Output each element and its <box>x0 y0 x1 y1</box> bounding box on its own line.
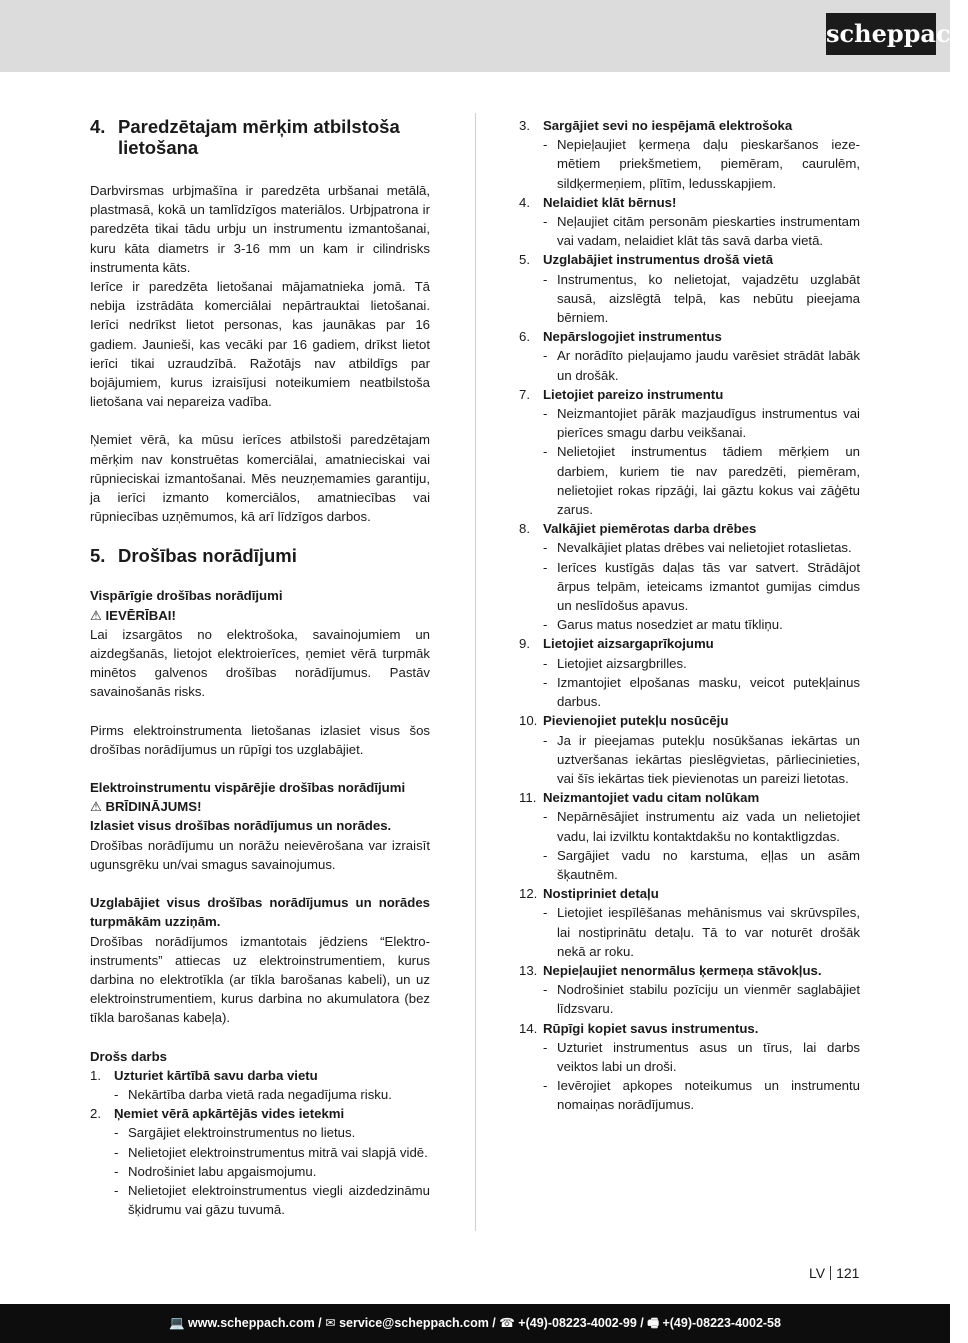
numbered-item <box>90 1066 430 1085</box>
header-bar <box>0 0 968 72</box>
subpoint-text: Nodrošiniet stabilu pozīciju un vienmēr saglabājiet līdzsvaru. <box>557 982 860 1017</box>
item-number: 3. <box>519 118 530 133</box>
item-title: Rūpīgi kopiet savus instrumentus. <box>543 1020 759 1036</box>
warning-label: ⚠ BRĪDINĀJUMS! <box>90 797 430 816</box>
subpoint-text: Instrumentus, ko nelietojat, vajadzētu uzglabāt sausā, aizslēgtā telpā, kas nebūtu pieejama bērniem. <box>557 271 860 326</box>
item-number: 11. <box>519 790 537 806</box>
dash-bullet: - <box>543 847 548 863</box>
item-subpoint <box>519 558 860 616</box>
footer-contact-bar: 💻 www.scheppach.com / ✉ service@scheppach.com / ☎ +(49)-08223-4002-99 / 🖷 +(49)-08223-4002-58 <box>0 1304 950 1343</box>
item-number: 13. <box>519 962 538 978</box>
left-column <box>90 116 430 1219</box>
dash-bullet: - <box>543 655 548 671</box>
item-title: Nostipriniet detaļu <box>543 886 659 902</box>
dash-bullet: - <box>114 1144 119 1160</box>
dash-bullet: - <box>543 1078 548 1094</box>
item-number: 4. <box>519 194 530 210</box>
item-number: 1. <box>90 1067 101 1083</box>
item-title: Sargājiet sevi no iespējamā elektrošoka <box>543 118 793 133</box>
keep-instructions-text: Drošības norādījumos izmantotais jēdziens “Elektroinstruments” attiecas uz elektroinstrumentiem, kurus darbina no elektrotīkla (ar tīkla barošanas kabeli), un uz elektroinstrumentiem, kurus darbina no akumulatora (bez tīkla barošanas kabeļa). <box>90 933 430 1026</box>
item-number: 8. <box>519 521 530 537</box>
dash-bullet: - <box>543 348 548 364</box>
dash-bullet: - <box>543 732 548 748</box>
subpoint-text: Nekārtība darba vietā rada negadījuma risku. <box>128 1086 392 1102</box>
power-tool-safety-heading: Elektroinstrumentu vispārējie drošības norādījumi <box>90 780 406 796</box>
general-safety-heading: Vispārīgie drošības norādījumi <box>90 588 283 604</box>
dash-bullet: - <box>543 540 548 556</box>
item-subpoint <box>519 807 860 845</box>
item-subpoint <box>519 654 860 673</box>
dash-bullet: - <box>543 809 548 825</box>
numbered-item <box>519 711 860 730</box>
subpoint-text: Nodrošiniet labu apgaismojumu. <box>128 1163 317 1179</box>
item-subpoint <box>519 980 860 1018</box>
safe-work-heading: Drošs darbs <box>90 1048 167 1064</box>
item-subpoint <box>519 1076 860 1114</box>
item-subpoint <box>519 442 860 519</box>
subpoint-text: Nepārnēsājiet instrumentu aiz vada un nelietojiet vadu, lai izvilktu kontaktdakšu no kontaktligzdas. <box>557 809 860 844</box>
dash-bullet: - <box>543 444 548 460</box>
subpoint-text: Lietojiet iespīlēšanas mehānismus vai skrūvspīles, lai nostiprinātu detaļu. Tā to var noturēt drošāk nekā ar roku. <box>557 905 860 959</box>
numbered-item <box>519 385 860 404</box>
section-4-heading: 4. Paredzētajam mērķim atbilstoša lietošana <box>90 116 400 158</box>
subpoint-text: Lietojiet aizsargbrilles. <box>557 655 687 671</box>
safe-work-list-left <box>90 1066 430 1220</box>
subpoint-text: Nevalkājiet platas drēbes vai nelietojiet rotaslietas. <box>557 540 852 556</box>
dash-bullet: - <box>543 982 548 998</box>
numbered-item <box>519 961 860 980</box>
dash-bullet: - <box>543 559 548 575</box>
section-4-paragraph: Ņemiet vērā, ka mūsu ierīces atbilstoši paredzētajam mērķim nav konstruētas komerciālai, amatnieciskai vai rūpnieciskai izmantošanai. Mēs neuzņemamies garantiju, ja ierīci izmanto komerciālos, amatniecības vai rūpniecības uzņēmumos, kā arī līdzīgos darbos. <box>90 432 430 525</box>
subpoint-text: Nepieļaujiet ķermeņa daļu pieskaršanos iezemētiem priekšmetiem, piemēram, caurulēm, sildķermeņiem, plītīm, ledusskapjiem. <box>557 137 860 191</box>
subpoint-text: Izmantojiet elpošanas masku, veicot putekļainus darbus. <box>557 674 860 710</box>
item-subpoint <box>90 1143 430 1162</box>
numbered-item <box>519 193 860 212</box>
numbered-item <box>90 1104 430 1123</box>
subpoint-text: Garus matus nosedziet ar matu tīkliņu. <box>557 617 783 633</box>
page-number-separator <box>830 1266 831 1280</box>
item-subpoint <box>519 846 860 884</box>
dash-bullet: - <box>114 1163 119 1179</box>
subpoint-text: Nelietojiet elektroinstrumentus viegli aizdedzināmu šķidrumu vai gāzu tuvumā. <box>128 1182 430 1218</box>
item-subpoint <box>519 404 860 442</box>
item-number: 10. <box>519 713 538 729</box>
dash-bullet: - <box>543 674 548 690</box>
subpoint-text: Ierīces kustīgās daļas tās var satvert. Strādājot ārpus telpām, ieteicams izmantot gumijas cimdus un neslīdošus apavus. <box>557 559 860 614</box>
item-title: Lietojiet pareizo instrumentu <box>543 386 724 402</box>
item-number: 12. <box>519 886 538 902</box>
item-title: Valkājiet piemērotas darba drēbes <box>543 521 757 537</box>
section-5-heading: 5. Drošības norādījumi <box>90 545 297 567</box>
item-title: Uzglabājiet instrumentus drošā vietā <box>543 252 774 268</box>
item-subpoint <box>519 135 860 193</box>
item-subpoint <box>519 673 860 711</box>
numbered-item <box>519 327 860 346</box>
item-number: 5. <box>519 252 530 268</box>
page-number: LV 121 <box>809 1265 860 1281</box>
dash-bullet: - <box>543 617 548 633</box>
item-subpoint <box>519 538 860 557</box>
section-4-paragraph: Ierīce ir paredzēta lietošanai mājamatnieka jomā. Tā nebija izstrādāta komerciālai nepārtrauktai lietošanai. Ierīci nedrīkst lietot personas, kas jaunākas par 16 gadiem. Jaunieši, kas vecāki par 16 gadiem, drīkst lietot ierīci tikai uzraudzībā. Ražotājs nav atbildīgs par bojājumiem, kurus izraisījusi noteikumiem neatbilstoša lietošana vai nepareiza vadība. <box>90 279 430 410</box>
item-subpoint <box>519 903 860 961</box>
read-all-text: Drošības norādījumu un norāžu neievērošana var izraisīt ugunsgrēku un/vai smagus savainojumus. <box>90 837 430 872</box>
item-title: Nepārslogojiet instrumentus <box>543 329 722 345</box>
item-number: 14. <box>519 1020 538 1036</box>
item-subpoint <box>519 212 860 250</box>
item-number: 9. <box>519 636 530 652</box>
subpoint-text: Nelietojiet elektroinstrumentus mitrā vai slapjā vidē. <box>128 1144 428 1160</box>
numbered-item <box>519 788 860 807</box>
numbered-item <box>519 634 860 653</box>
item-subpoint <box>90 1162 430 1181</box>
item-subpoint <box>519 615 860 634</box>
attention-label: ⚠ IEVĒRĪBAI! <box>90 606 430 625</box>
item-title: Neizmantojiet vadu citam nolūkam <box>543 790 760 806</box>
subpoint-text: Uzturiet instrumentus asus un tīrus, lai darbs veiktos labi un droši. <box>557 1039 860 1074</box>
item-subpoint <box>519 731 860 789</box>
subpoint-text: Neizmantojiet pārāk mazjaudīgus instrumentus vai pierīces smagu darbu veikšanai. <box>557 406 860 441</box>
item-subpoint <box>90 1181 430 1219</box>
subpoint-text: Nelietojiet instrumentus tādiem mērķiem un darbiem, kuriem tie nav paredzēti, piemēram, nelietojiet rokas ripzāģi, lai gāztu kokus vai zāģētu zarus. <box>557 444 860 518</box>
item-subpoint <box>90 1085 430 1104</box>
subpoint-text: Sargājiet vadu no karstuma, eļļas un asām šķautnēm. <box>557 847 860 882</box>
general-safety-text: Lai izsargātos no elektrošoka, savainojumiem un aizdegšanās, lietojot elektroierīces, ņemiet vērā turpmāk minētos galvenos drošības norādījumus. Pastāv savainošanās risks. <box>90 626 430 700</box>
item-title: Uzturiet kārtībā savu darba vietu <box>114 1067 318 1083</box>
right-column <box>519 116 860 1115</box>
item-number: 6. <box>519 329 530 345</box>
column-divider <box>475 113 476 1231</box>
item-subpoint <box>519 346 860 384</box>
dash-bullet: - <box>543 905 548 921</box>
subpoint-text: Ievērojiet apkopes noteikumus un instrumentu nomaiņas norādījumus. <box>557 1078 860 1113</box>
item-subpoint <box>519 1038 860 1076</box>
subpoint-text: Ja ir pieejamas putekļu nosūkšanas iekārtas un uztveršanas iekārtas pieslēgvietas, pārliecinieties, vai šīs iekārtas tiek pievienotas un pareizi lietotas. <box>557 732 860 786</box>
safe-work-list-right <box>519 116 860 1115</box>
subpoint-text: Sargājiet elektroinstrumentus no lietus. <box>128 1125 356 1141</box>
item-title: Pievienojiet putekļu nosūcēju <box>543 713 729 729</box>
item-number: 2. <box>90 1106 101 1122</box>
dash-bullet: - <box>543 406 548 422</box>
dash-bullet: - <box>543 271 548 287</box>
dash-bullet: - <box>543 137 548 153</box>
numbered-item <box>519 250 860 269</box>
dash-bullet: - <box>114 1125 119 1141</box>
subpoint-text: Ar norādīto pieļaujamo jaudu varēsiet strādāt labāk un drošāk. <box>557 348 860 383</box>
item-number: 7. <box>519 386 530 402</box>
dash-bullet: - <box>114 1182 119 1198</box>
numbered-item <box>519 1019 860 1038</box>
item-title: Nelaidiet klāt bērnus! <box>543 194 677 210</box>
keep-instructions-heading: Uzglabājiet visus drošības norādījumus un norādes turpmākām uzziņām. <box>90 895 430 930</box>
item-title: Lietojiet aizsargaprīkojumu <box>543 636 714 652</box>
dash-bullet: - <box>543 214 548 230</box>
dash-bullet: - <box>543 1039 548 1055</box>
numbered-item <box>519 519 860 538</box>
numbered-item <box>519 116 860 135</box>
subpoint-text: Neļaujiet citām personām pieskarties instrumentam vai vadam, nelaidiet klāt tās savā darba vietā. <box>557 214 860 249</box>
read-instructions-text: Pirms elektroinstrumenta lietošanas izlasiet visus šos drošības norādījumus un rūpīgi tos uzglabājiet. <box>90 722 430 757</box>
scheppach-logo: scheppach <box>826 13 936 55</box>
dash-bullet: - <box>114 1086 119 1102</box>
numbered-item <box>519 884 860 903</box>
read-all-heading: Izlasiet visus drošības norādījumus un norādes. <box>90 818 392 834</box>
item-subpoint <box>90 1123 430 1142</box>
item-subpoint <box>519 270 860 328</box>
section-4-paragraph: Darbvirsmas urbjmašīna ir paredzēta urbšanai metālā, plastmasā, kokā un tamlīdzīgos materiālos. Urbjpatrona ir paredzēta tikai tādu urbju un instrumentu izmantošanai, kuru kāta diametrs ir 3-16 mm un kam ir cilindrisks instrumenta kāts. <box>90 183 430 275</box>
item-title: Nepieļaujiet nenormālus ķermeņa stāvokļus. <box>543 962 822 978</box>
item-title: Ņemiet vērā apkārtējās vides ietekmi <box>114 1106 345 1122</box>
